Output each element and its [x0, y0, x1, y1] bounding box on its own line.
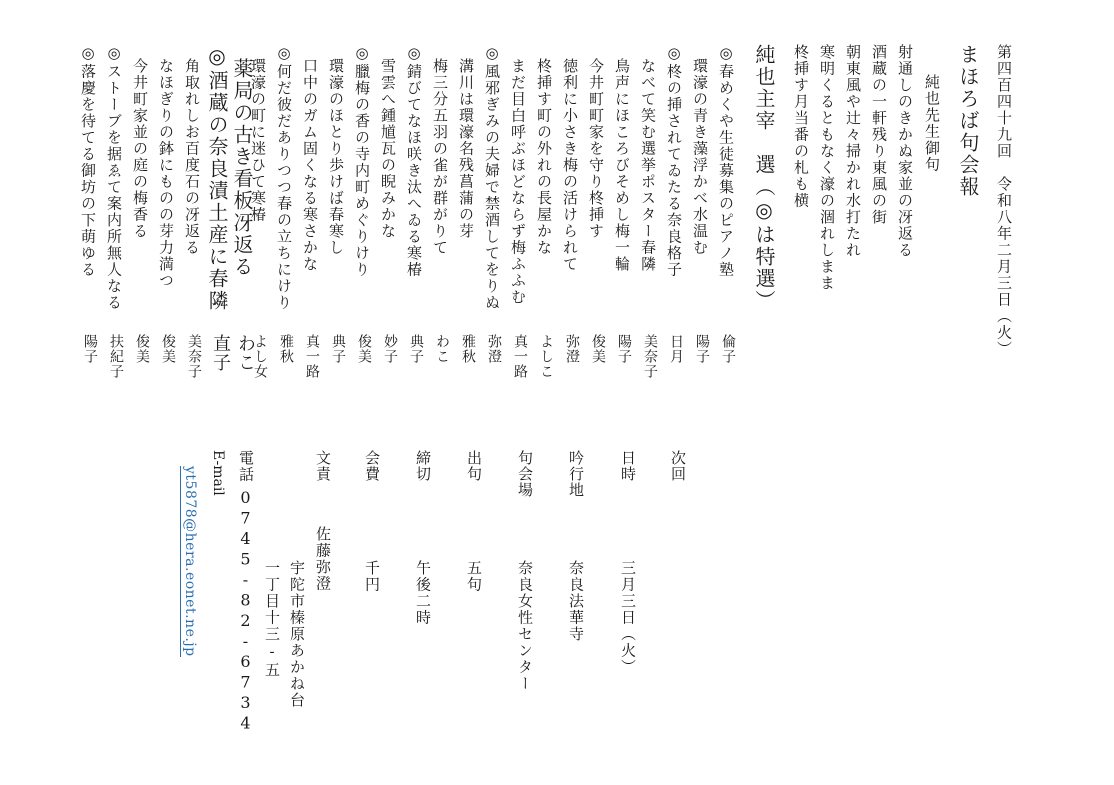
date-value: 三月三日（火） — [619, 560, 637, 676]
poem-author: 雅秋 — [278, 334, 294, 364]
poem-author: 倫子 — [720, 334, 736, 364]
selection-poem: 環濠の町に迷ひて寒椿 — [249, 58, 267, 223]
poem-author: よしこ — [538, 334, 554, 379]
selection-heading: 純也主宰 選（◎は特選） — [752, 44, 776, 312]
selection-poem: ◎臘梅の香の寺内町めぐりけり — [353, 44, 371, 278]
poem-author: 陽子 — [82, 334, 98, 364]
poem-author: 典子 — [330, 334, 346, 364]
poem-author: 扶紀子 — [108, 334, 124, 379]
poem-author: よし女 — [252, 334, 268, 379]
selection-poem: 柊挿す町の外れの長屋かな — [535, 58, 553, 256]
poem-author: 弥澄 — [564, 334, 580, 364]
poem-author: 陽子 — [616, 334, 632, 364]
address-line1: 宇陀市榛原あかね台 — [288, 560, 306, 709]
sensei-poem: 寒明くるともなく濠の涸れしまま — [818, 44, 836, 292]
selection-poem: ◎何だ彼だありつつ春の立ちにけり — [275, 44, 293, 311]
selection-poem: 雪雲へ鍾馗瓦の睨みかな — [379, 58, 397, 240]
poem-author: 美奈子 — [186, 334, 202, 379]
phone-value: 0745-82-6734 — [236, 488, 255, 734]
poem-author: 直子 — [210, 334, 231, 372]
selection-poem: ◎柊の挿されてゐたる奈良格子 — [665, 44, 683, 278]
poem-author: 俊美 — [356, 334, 372, 364]
selection-poem: 環濠の青き藻浮かべ水温む — [691, 58, 709, 256]
phone-label: 電話 — [237, 450, 255, 483]
poem-author: わこ — [434, 334, 450, 364]
selection-poem: ◎落慶を待てる御坊の下萌ゆる — [79, 44, 97, 278]
selection-poem: なべて笑む選挙ポスター春隣 — [639, 58, 657, 273]
editor-label: 文責 — [314, 450, 332, 482]
selection-poem: 鳥声にほころびそめし梅一輪 — [613, 58, 631, 273]
page-title: まほろば句会報 — [956, 44, 980, 198]
sensei-poem: 酒蔵の一軒残り東風の街 — [870, 44, 888, 226]
deadline-value: 午後二時 — [414, 560, 432, 626]
email-label: E-mail — [210, 450, 226, 496]
date-label: 日時 — [619, 450, 637, 482]
selection-poem: 梅三分五羽の雀が群がりて — [431, 58, 449, 256]
submit-value: 五句 — [465, 560, 483, 593]
venue-value: 奈良女性センター — [516, 560, 534, 692]
selection-poem: 今井町町家を守り柊挿す — [587, 58, 605, 240]
selection-poem: 薬局の古き看板冴返る — [230, 58, 254, 278]
selection-poem: 角取れしお百度石の冴返る — [183, 58, 201, 256]
poem-author: 陽子 — [694, 334, 710, 364]
submit-label: 出句 — [465, 450, 483, 482]
poem-author: 弥澄 — [486, 334, 502, 364]
selection-poem: ◎春めくや生徒募集のピアノ塾 — [717, 44, 735, 278]
sensei-heading: 純也先生御句 — [923, 74, 941, 173]
poem-author: わこ — [235, 334, 256, 372]
poem-author: 日月 — [668, 334, 684, 364]
selection-poem: ◎ストーブを据ゑて案内所無人なる — [105, 44, 123, 311]
selection-poem: 環濠のほとり歩けば春寒し — [327, 58, 345, 256]
selection-poem: 徳利に小さき梅の活けられて — [561, 58, 579, 273]
poem-author: 真一路 — [304, 334, 320, 379]
next-heading: 次回 — [669, 450, 687, 482]
selection-poem: まだ目白呼ぶほどならず梅ふふむ — [509, 58, 527, 306]
deadline-label: 締切 — [414, 450, 432, 482]
address-line2: 一丁目十三-五 — [263, 560, 281, 679]
poem-author: 美奈子 — [642, 334, 658, 379]
selection-poem: 口中のガム固くなる寒さかな — [301, 58, 319, 273]
selection-poem: なほぎりの鉢にものの芽力満つ — [157, 58, 175, 289]
fee-value: 千円 — [363, 560, 381, 593]
selection-poem: ◎酒蔵の奈良漬土産に春隣 — [205, 44, 229, 312]
sensei-poem: 射通しのきかぬ家並の冴返る — [896, 44, 914, 259]
venue-label: 句会場 — [516, 450, 534, 498]
place-value: 奈良法華寺 — [567, 560, 585, 643]
poem-author: 俊美 — [590, 334, 606, 364]
poem-author: 俊美 — [160, 334, 176, 364]
selection-poem: ◎錆びてなほ咲き汰へゐる寒椿 — [405, 44, 423, 278]
poem-author: 妙子 — [382, 334, 398, 364]
selection-poem: ◎風邪ぎみの夫婦で禁酒してをりぬ — [483, 44, 501, 311]
poem-author: 真一路 — [512, 334, 528, 379]
place-label: 吟行地 — [567, 450, 585, 498]
poem-author: 俊美 — [134, 334, 150, 364]
issue-line: 第四百四十九回 令和八年二月三日（火） — [995, 44, 1013, 358]
fee-label: 会費 — [363, 450, 381, 482]
poem-author: 雅秋 — [460, 334, 476, 364]
selection-poem: 溝川は環濠名残菖蒲の芽 — [457, 58, 475, 240]
poem-author: 典子 — [408, 334, 424, 364]
sensei-poem: 朝東風や辻々掃かれ水打たれ — [844, 44, 862, 259]
editor-name: 佐藤弥澄 — [314, 526, 332, 592]
email-link[interactable]: yt5878@hera.eonet.ne.jp — [182, 466, 198, 657]
selection-poem: 今井町家並の庭の梅香る — [131, 58, 149, 240]
sensei-poem: 柊挿す月当番の札も横 — [792, 44, 810, 209]
